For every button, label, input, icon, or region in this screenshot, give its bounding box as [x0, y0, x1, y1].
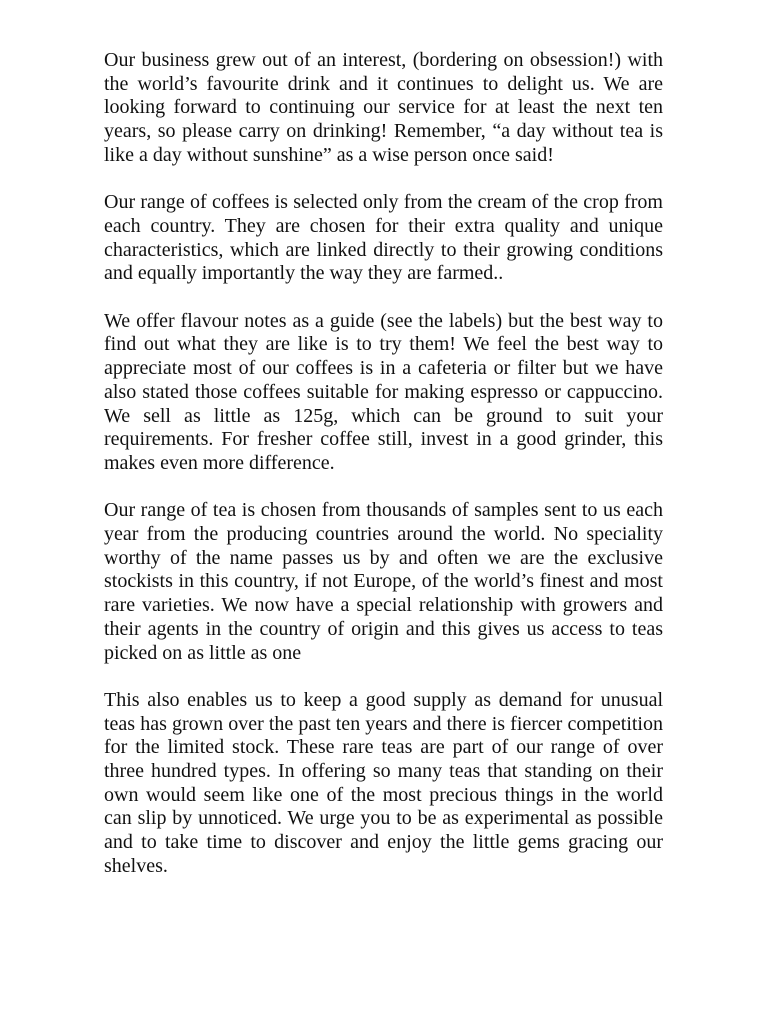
- paragraph-rare-teas: This also enables us to keep a good supply as demand for unusual teas has grown over the past ten years and there is fiercer competition for the limited stock. These rare teas are part of our range of over three hundred types. In offering so many teas that standing on their own would seem like one of the most precious things in the world can slip by unnoticed. We urge you to be as experimental as possible and to take time to discover and enjoy the little gems gracing our shelves.: [104, 688, 663, 877]
- document-page: [104, 49, 663, 902]
- paragraph-coffee-range: Our range of coffees is selected only from the cream of the crop from each country. They are chosen for their extra quality and unique characteristics, which are linked directly to their growing conditions and equally importantly the way they are farmed..: [104, 191, 663, 285]
- paragraph-intro: Our business grew out of an interest, (bordering on obsession!) with the world’s favourite drink and it continues to delight us. We are looking forward to continuing our service for at least the next ten years, so please carry on drinking! Remember, “a day without tea is like a day without sunshine” as a wise person once said!: [104, 49, 663, 166]
- paragraph-flavour-notes: We offer flavour notes as a guide (see the labels) but the best way to find out what they are like is to try them! We feel the best way to appreciate most of our coffees is in a cafeteria or filter but we have also stated those coffees suitable for making espresso or cappuccino. We sell as little as 125g, which can be ground to suit your requirements. For fresher coffee still, invest in a good grinder, this makes even more difference.: [104, 309, 663, 474]
- paragraph-tea-range: Our range of tea is chosen from thousands of samples sent to us each year from the producing countries around the world. No speciality worthy of the name passes us by and often we are the exclusive stockists in this country, if not Europe, of the world’s finest and most rare varieties. We now have a special relationship with growers and their agents in the country of origin and this gives us access to teas picked on as little as one: [104, 499, 663, 664]
